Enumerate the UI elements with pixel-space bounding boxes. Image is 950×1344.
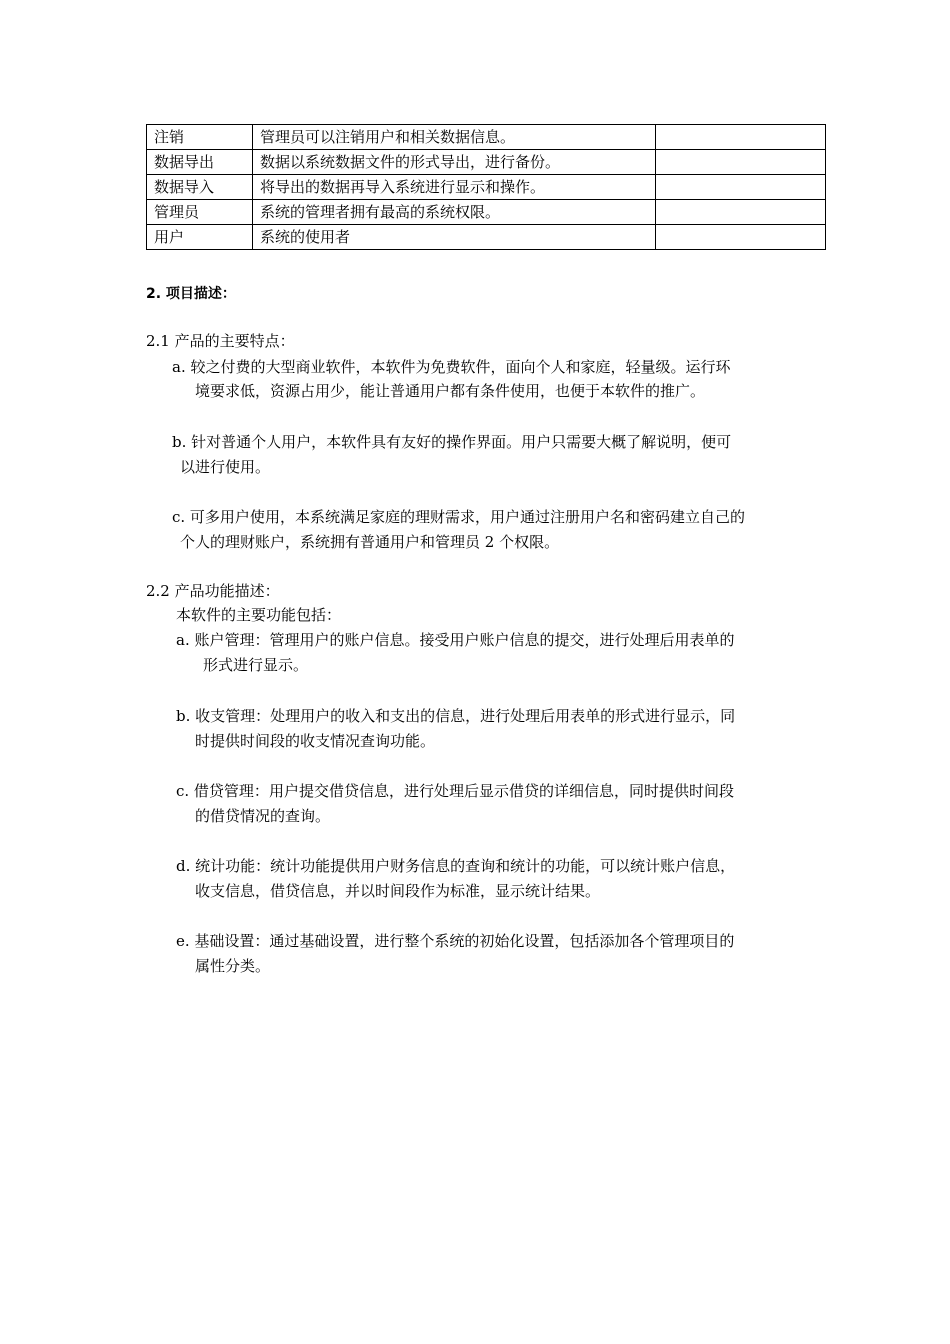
- feature-item-c-line1: c. 可多用户使用，本系统满足家庭的理财需求，用户通过注册用户名和密码建立自己的: [172, 508, 745, 526]
- description-cell: 管理员可以注销用户和相关数据信息。: [253, 125, 656, 150]
- function-item-a-line1: a. 账户管理：管理用户的账户信息。接受用户账户信息的提交，进行处理后用表单的: [176, 631, 735, 649]
- feature-item-a-line2: 境要求低，资源占用少，能让普通用户都有条件使用，也便于本软件的推广。: [195, 382, 706, 400]
- function-item-b-line1: b. 收支管理：处理用户的收入和支出的信息，进行处理后用表单的形式进行显示，同: [176, 707, 736, 725]
- description-cell: 将导出的数据再导入系统进行显示和操作。: [253, 175, 656, 200]
- feature-item-c-line2: 个人的理财账户，系统拥有普通用户和管理员 2 个权限。: [180, 533, 560, 551]
- function-item-a-line2: 形式进行显示。: [203, 656, 309, 674]
- term-cell: 用户: [147, 225, 253, 250]
- table-row: [147, 200, 826, 225]
- term-cell: 数据导入: [147, 175, 253, 200]
- description-cell: 系统的管理者拥有最高的系统权限。: [253, 200, 656, 225]
- note-cell: [656, 150, 826, 175]
- function-item-e-line2: 属性分类。: [195, 957, 271, 975]
- feature-item-b-line2: 以进行使用。: [180, 458, 271, 476]
- term-cell: 注销: [147, 125, 253, 150]
- section-2-2-heading: 2.2 产品功能描述：: [146, 582, 280, 600]
- terms-table: [146, 124, 826, 250]
- table-row: [147, 175, 826, 200]
- term-cell: 数据导出: [147, 150, 253, 175]
- note-cell: [656, 175, 826, 200]
- function-item-b-line2: 时提供时间段的收支情况查询功能。: [195, 732, 436, 750]
- function-item-e-line1: e. 基础设置：通过基础设置，进行整个系统的初始化设置，包括添加各个管理项目的: [176, 932, 735, 950]
- table-row: [147, 125, 826, 150]
- function-item-c-line2: 的借贷情况的查询。: [195, 807, 331, 825]
- note-cell: [656, 200, 826, 225]
- note-cell: [656, 225, 826, 250]
- term-cell: 管理员: [147, 200, 253, 225]
- section-2-heading: 2. 项目描述：: [146, 286, 236, 302]
- description-cell: 系统的使用者: [253, 225, 656, 250]
- note-cell: [656, 125, 826, 150]
- function-item-d-line1: d. 统计功能：统计功能提供用户财务信息的查询和统计的功能，可以统计账户信息，: [176, 857, 736, 875]
- table-row: [147, 225, 826, 250]
- function-item-d-line2: 收支信息，借贷信息，并以时间段作为标准，显示统计结果。: [195, 882, 601, 900]
- feature-item-a-line1: a. 较之付费的大型商业软件，本软件为免费软件，面向个人和家庭，轻量级。运行环: [172, 358, 731, 376]
- table-row: [147, 150, 826, 175]
- function-item-c-line1: c. 借贷管理：用户提交借贷信息，进行处理后显示借贷的详细信息，同时提供时间段: [176, 782, 734, 800]
- section-2-2-intro: 本软件的主要功能包括：: [176, 606, 342, 624]
- feature-item-b-line1: b. 针对普通个人用户，本软件具有友好的操作界面。用户只需要大概了解说明，便可: [172, 433, 732, 451]
- section-2-1-heading: 2.1 产品的主要特点：: [146, 332, 295, 350]
- description-cell: 数据以系统数据文件的形式导出，进行备份。: [253, 150, 656, 175]
